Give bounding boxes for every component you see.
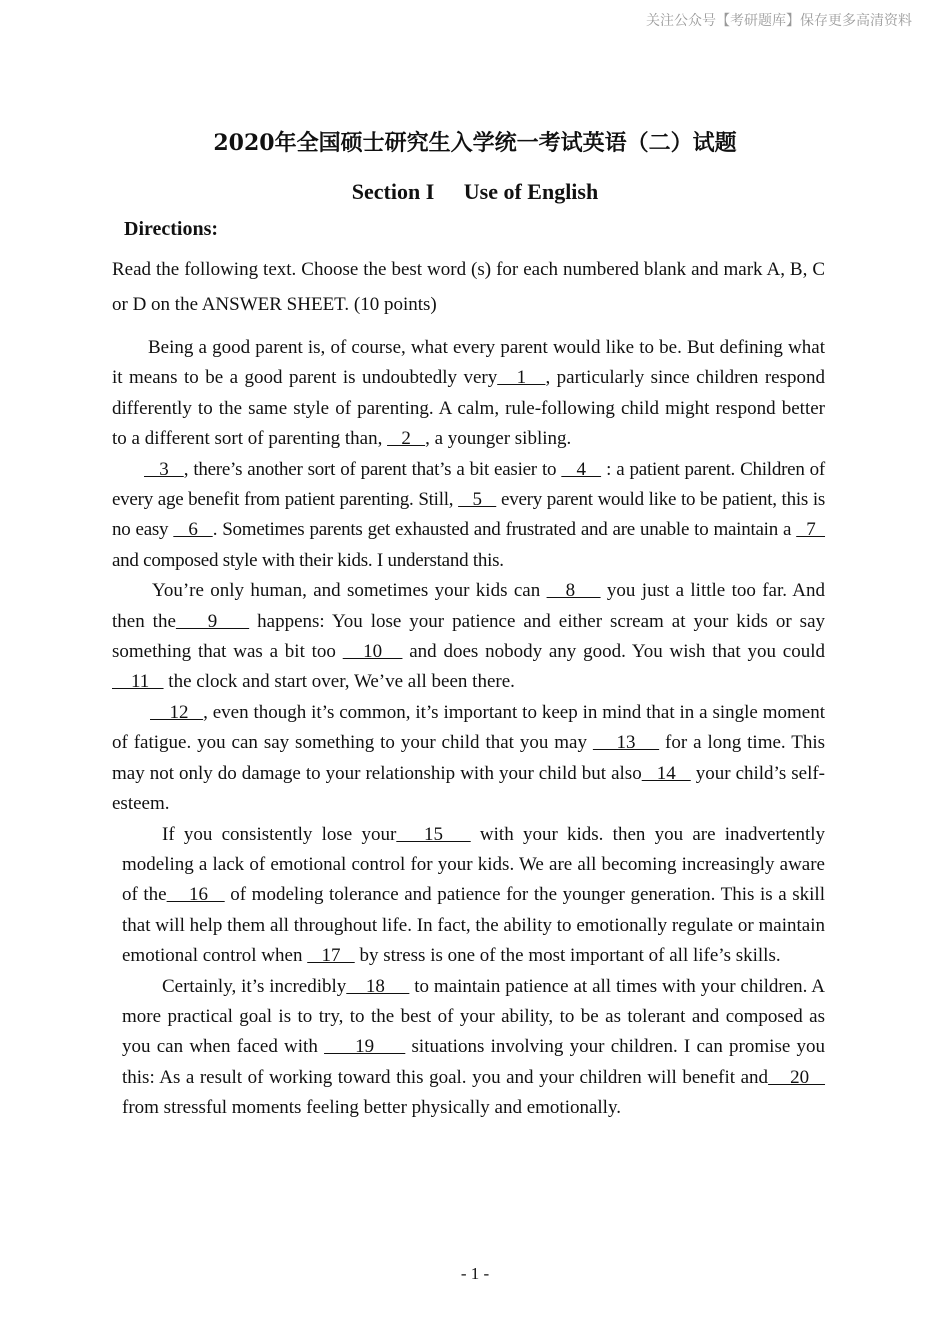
directions-label: Directions: xyxy=(124,218,219,240)
blank: 18 xyxy=(346,975,410,997)
paragraph-4 xyxy=(112,698,825,820)
passage-text: situations involving your children. I can promise you this: As a result of working toward this goal. you and your children will benefit and xyxy=(122,1036,825,1088)
passage-text: the clock and start over, We’ve all been there. xyxy=(163,671,515,693)
blank: 14 xyxy=(641,762,691,784)
passage-text: of modeling tolerance and patience for the younger generation. This is a skill that will help them all throughout life. In fact, the ability to emotionally regulate or maintain emotional control when xyxy=(122,884,825,967)
directions-text: Read the following text. Choose the best word (s) for each numbered blank and mark A, B, C or D on the ANSWER SHEET. (10 points) xyxy=(112,259,825,315)
section-number: Section I xyxy=(351,179,435,204)
passage-text: : a patient parent. Children of every age benefit from patient parenting. Still, xyxy=(112,458,826,511)
passage-text: . Sometimes parents get exhausted and frustrated and are unable to maintain a xyxy=(212,519,797,541)
passage-text: and composed style with their kids. I understand this. xyxy=(112,549,504,571)
blank: 11 xyxy=(112,671,164,693)
passage-text: Being a good parent is, of course, what every parent would like to be. But defining what it means to be a good parent is undoubtedly very xyxy=(112,337,825,389)
passage-text: by stress is one of the most important of all life’s skills. xyxy=(354,945,781,967)
paragraph-1 xyxy=(112,333,825,455)
blank: 9 xyxy=(175,610,250,632)
passage-text: If you consistently lose your xyxy=(162,823,397,845)
paragraph-6 xyxy=(122,972,825,1124)
blank: 8 xyxy=(546,580,601,602)
page-title: 2020年全国硕士研究生入学统一考试英语（二）试题 xyxy=(213,130,737,156)
blank: 1 xyxy=(497,367,546,389)
paragraph-3 xyxy=(112,576,825,698)
blank: 12 xyxy=(150,701,204,723)
passage-text: to maintain patience at all times with your children. A more practical goal is to try, to the best of your ability, to be as tolerant and composed as you can when faced with xyxy=(122,975,825,1058)
passage-text: happens: You lose your patience and either scream at your kids or say something that was a bit too xyxy=(112,610,826,663)
blank: 2 xyxy=(387,428,426,450)
passage-text: with your kids. then you are inadvertently modeling a lack of emotional control for your kids. We are all becoming increasingly aware of the xyxy=(122,823,826,906)
blank: 19 xyxy=(324,1036,406,1058)
section-heading xyxy=(0,179,950,205)
blank: 5 xyxy=(458,489,497,511)
blank: 3 xyxy=(144,458,184,480)
passage-text: from stressful moments feeling better physically and emotionally. xyxy=(122,1097,621,1119)
passage-text: your child’s self-esteem. xyxy=(112,762,825,815)
passage-text: , there’s another sort of parent that’s a bit easier to xyxy=(183,458,562,480)
paragraph-5 xyxy=(122,820,825,972)
passage-text: you just a little too far. And then the xyxy=(112,580,826,632)
blank: 20 xyxy=(768,1066,826,1088)
passage-text: for a long time. This may not only do damage to your relationship with your child but also xyxy=(112,732,825,784)
passage xyxy=(112,333,825,1124)
passage-text: You’re only human, and sometimes your kids can xyxy=(152,580,547,602)
blank: 15 xyxy=(396,823,471,845)
watermark-text: 关注公众号【考研题库】保存更多高清资料 xyxy=(646,13,912,29)
blank: 10 xyxy=(342,641,403,663)
passage-text: Certainly, it’s incredibly xyxy=(162,975,347,997)
passage-text: , even though it’s common, it’s important to keep in mind that in a single moment of fatigue. you can say something to your child that you may xyxy=(112,701,826,754)
blank: 4 xyxy=(561,458,602,480)
page-number: - 1 - xyxy=(460,1264,490,1283)
blank: 16 xyxy=(166,884,225,906)
passage-text: , a younger sibling. xyxy=(425,428,572,450)
blank: 17 xyxy=(307,945,355,967)
paragraph-2 xyxy=(112,455,825,577)
passage-text: , particularly since children respond differently to the same style of parenting. A calm, rule-following child might respond better to a different sort of parenting than, xyxy=(112,367,826,450)
blank: 7 xyxy=(796,519,826,541)
blank: 13 xyxy=(592,732,660,754)
passage-text: every parent would like to be patient, this is no easy xyxy=(112,489,825,541)
section-name: Use of English xyxy=(463,179,599,204)
blank: 6 xyxy=(173,519,213,541)
passage-text: and does nobody any good. You wish that you could xyxy=(402,641,825,663)
